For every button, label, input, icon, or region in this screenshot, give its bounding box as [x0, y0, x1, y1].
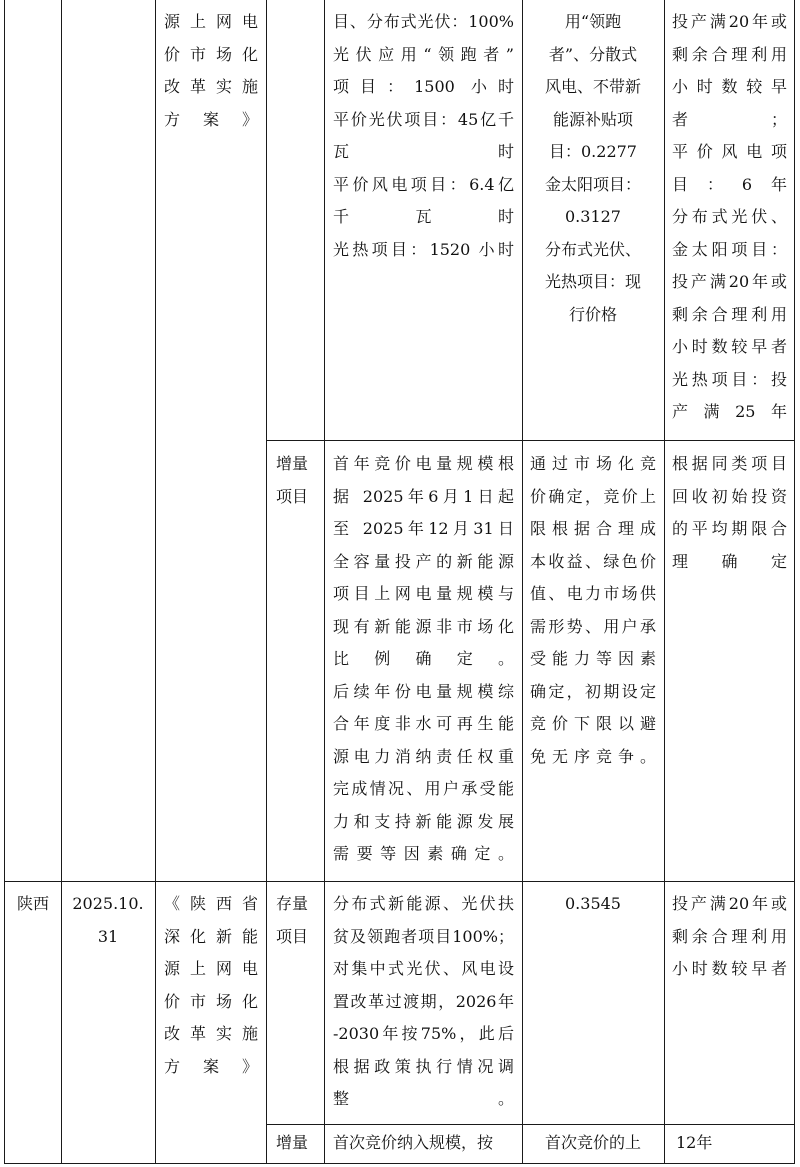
province-cell: 陕西	[16, 894, 49, 913]
table-border-bottom	[4, 1163, 795, 1164]
period-cell: 12年	[676, 1133, 713, 1152]
scale-cell: 分布式新能源、光伏扶 贫及领跑者项目100%； 对集中式光伏、风电设 置改革过渡期，2026年 -2030年按75%，此后 根据政策执行情况调 整。	[333, 894, 514, 1108]
project-type-cell: 增量	[276, 1133, 309, 1152]
column-divider-6	[664, 0, 665, 1164]
price-cell: 0.3545	[565, 894, 621, 913]
scale-cell: 首年竞价电量规模根 据 2025年6月1日起 至 2025年12月31日 全容量投产的新能源 项目上网电量规模与 现有新能源非市场化 比例确定。 后续年份电量规模综 合年度非水可再生能 源电力消纳责任权重 完成情况、用户承受能 力和支持新能源发展 需要等因素确定。	[333, 454, 514, 863]
row-divider-shaanxi-incremental	[266, 1124, 795, 1125]
period-cell: 投产满20年或 剩余合理利用 小时数较早者	[672, 894, 787, 978]
table-border-left	[4, 0, 5, 1164]
column-divider-1	[61, 0, 62, 1164]
scale-cell: 目、分布式光伏：100% 光伏应用“领跑者” 项目：1500 小时 平价光伏项目：45亿千 瓦时 平价风电项目：6.4亿 千瓦时 光热项目：1520 小时	[333, 12, 514, 259]
row-divider-shaanxi	[4, 881, 795, 882]
period-cell: 投产满20年或 剩余合理利用 小时数较早 者； 平价风电项 目：6年 分布式光伏、 金太阳项目： 投产满20年或 剩余合理利用 小时数较早者 光热项目：投 产满25年	[672, 12, 787, 421]
column-divider-4	[324, 0, 325, 1164]
row-divider-incremental	[266, 440, 795, 441]
price-cell: 通过市场化竞 价确定，竞价上 限根据合理成 本收益、绿色价 值、电力市场供 需形势、用户承 受能力等因素 确定，初期设定 竞价下限以避 免无序竞争。	[530, 454, 656, 766]
column-divider-2	[155, 0, 156, 1164]
policy-name-cell: 《陕西省 深化新能 源上网电 价市场化 改革实施 方案》	[164, 894, 258, 1076]
price-cell: 首次竞价的上	[544, 1133, 641, 1152]
project-type-cell: 增量 项目	[276, 454, 309, 506]
scale-cell: 首次竞价纳入规模，按	[333, 1133, 494, 1152]
period-cell: 根据同类项目 回收初始投资 的平均期限合 理确定	[672, 454, 787, 571]
column-divider-5	[522, 0, 523, 1164]
policy-name-cell: 源上网电 价市场化 改革实施 方案》	[164, 12, 258, 129]
date-cell: 2025.10. 31	[72, 894, 144, 946]
project-type-cell: 存量 项目	[276, 894, 309, 946]
column-divider-3	[266, 0, 267, 1164]
table-border-right	[794, 0, 795, 1164]
price-cell: 用“领跑 者”、分散式 风电、不带新 能源补贴项 目：0.2277 金太阳项目： 0.3127 分布式光伏、 光热项目：现 行价格	[544, 12, 641, 324]
